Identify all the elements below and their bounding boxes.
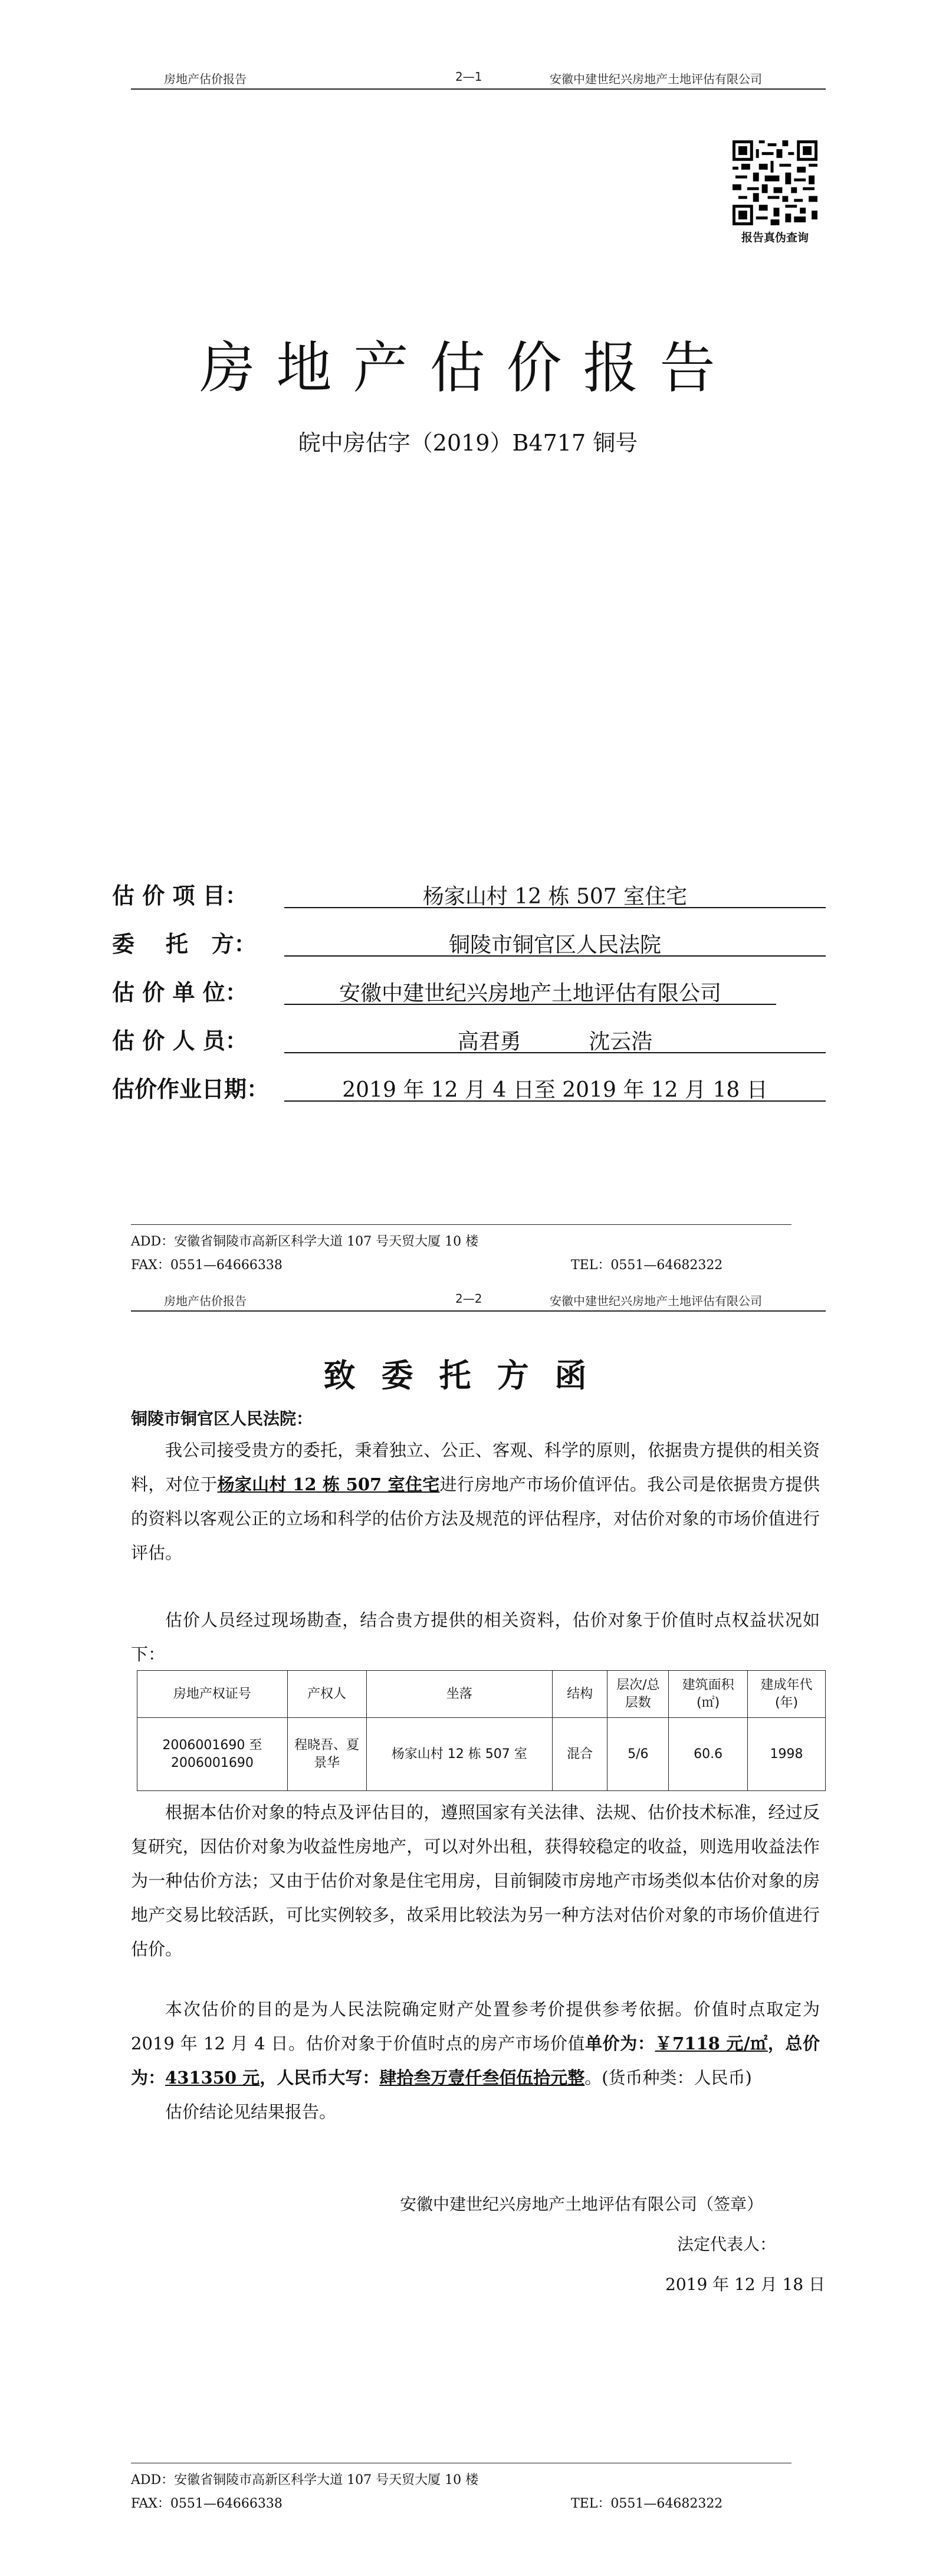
table-header-cell: 层次/总层数 <box>607 1671 669 1718</box>
letter-addressee: 铜陵市铜官区人民法院： <box>131 1409 313 1428</box>
unit-price-label: 单价为： <box>585 2033 655 2053</box>
paragraph-text: 。(货币种类：人民币) <box>584 2068 752 2088</box>
qr-code-icon[interactable] <box>733 140 817 225</box>
total-price-label: ，总价为： <box>131 2033 820 2088</box>
field-value: 2019 年 12 月 4 日至 2019 年 12 月 18 日 <box>342 1078 768 1102</box>
page1-header-right: 安徽中建世纪兴房地产土地评估有限公司 <box>550 72 762 86</box>
page2-footer-tel: TEL：0551—64682322 <box>571 2496 723 2511</box>
field-value: 杨家山村 12 栋 507 室住宅 <box>422 885 688 909</box>
paragraph-3: 根据本估价对象的特点及评估目的，遵照国家有关法律、法规、估价技术标准，经过反复研究，因估价对象为收益性房地产，可以对外出租，获得较稳定的收益，则选用收益法作为一种估价方法；又由于估价对象是住宅用房，目前铜陵市房地产市场类似本估价对象的房地产交易比较活跃，可比实例较多，故采用比较法为另一种方法对估价对象的市场价值进行估价。 <box>131 1802 820 1959</box>
paragraph-text: 我公司接受贵方的委托，秉着独立、公正、客观、科学的原则，依据贵方提供的相关资料，对位于 <box>131 1440 820 1494</box>
field-label: 委 托 方： <box>112 931 257 957</box>
page1-footer-rule <box>131 1224 792 1225</box>
field-project <box>112 878 826 911</box>
page2-footer-fax: FAX：0551—64666338 <box>131 2496 283 2511</box>
paragraph-text: 本次估价的目的是为人民法院确定财产处置参考价提供参考依据。价值时点取定为 2019 年 12 月 4 日。估价对象于价值时点的房产市场价值 <box>131 1999 820 2053</box>
paragraph-4 <box>131 1992 820 2095</box>
page2-footer-address: ADD：安徽省铜陵市高新区科学大道 107 号天贸大厦 10 楼 <box>131 2473 479 2488</box>
total-price-value: 431350 元 <box>165 2068 260 2088</box>
qr-caption: 报告真伪查询 <box>741 231 809 244</box>
table-header-cell: 坐落 <box>366 1671 552 1718</box>
page1-header-number: 2—1 <box>455 70 482 84</box>
unit-price-value: ￥7118 元/㎡ <box>655 2033 768 2053</box>
page2-header-left: 房地产估价报告 <box>164 1294 247 1308</box>
report-title: 房地产估价报告 <box>199 336 737 400</box>
field-appraiser-company <box>112 974 826 1007</box>
company-signature: 安徽中建世纪兴房地产土地评估有限公司（签章） <box>400 2194 764 2214</box>
field-label: 估价作业日期： <box>112 1076 270 1102</box>
page1-footer-tel: TEL：0551—64682322 <box>571 1258 723 1273</box>
table-cell: 60.6 <box>669 1718 748 1791</box>
rmb-label: ，人民币大写： <box>260 2068 380 2088</box>
page2-header-number: 2—2 <box>455 1292 482 1306</box>
field-label: 估 价 人 员： <box>112 1028 248 1054</box>
table-header-cell: 建筑面积(㎡) <box>669 1671 748 1718</box>
field-work-dates <box>112 1071 826 1104</box>
letter-title: 致委托方函 <box>323 1357 613 1394</box>
table-cell: 混合 <box>552 1718 607 1791</box>
table-cell: 2006001690 至 2006001690 <box>137 1718 288 1791</box>
table-header-row <box>137 1671 826 1718</box>
page1-footer-fax: FAX：0551—64666338 <box>131 1258 283 1273</box>
paragraph-5: 估价结论见结果报告。 <box>165 2102 337 2122</box>
page2-header-right: 安徽中建世纪兴房地产土地评估有限公司 <box>550 1294 762 1308</box>
field-client <box>112 926 826 959</box>
page1-header-rule <box>131 88 826 90</box>
legal-representative: 法定代表人： <box>677 2235 777 2254</box>
table-header-cell: 房地产权证号 <box>137 1671 288 1718</box>
paragraph-1 <box>131 1433 820 1570</box>
table-cell: 5/6 <box>607 1718 669 1791</box>
table-header-cell: 产权人 <box>287 1671 366 1718</box>
page2-header-rule <box>131 1310 826 1312</box>
document-number: 皖中房估字（2019）B4717 铜号 <box>298 430 638 456</box>
paragraph-2: 估价人员经过现场勘查，结合贵方提供的相关资料，估价对象于价值时点权益状况如下： <box>131 1610 820 1664</box>
table-cell: 杨家山村 12 栋 507 室 <box>366 1718 552 1791</box>
table-row <box>137 1718 826 1791</box>
field-label: 估 价 项 目： <box>112 883 248 909</box>
field-value: 安徽中建世纪兴房地产土地评估有限公司 <box>339 981 721 1006</box>
table-header-cell: 结构 <box>552 1671 607 1718</box>
page1-header-left: 房地产估价报告 <box>164 72 247 86</box>
property-info-table <box>137 1670 826 1791</box>
field-appraisers <box>112 1023 826 1056</box>
page1-footer-address: ADD：安徽省铜陵市高新区科学大道 107 号天贸大厦 10 楼 <box>131 1234 479 1249</box>
letter-date: 2019 年 12 月 18 日 <box>665 2275 826 2294</box>
table-header-cell: 建成年代(年) <box>748 1671 826 1718</box>
table-cell: 1998 <box>748 1718 826 1791</box>
rmb-value: 肆拾叁万壹仟叁佰伍拾元整 <box>379 2068 585 2088</box>
property-address: 杨家山村 12 栋 507 室住宅 <box>217 1474 440 1494</box>
field-label: 估 价 单 位： <box>112 980 248 1006</box>
paragraph-text: 进行房地产市场价值评估。我公司是依据贵方提供的资料以客观公正的立场和科学的估价方法及规范的评估程序，对估价对象的市场价值进行评估。 <box>131 1474 820 1563</box>
table-cell: 程晓吾、夏景华 <box>287 1718 366 1791</box>
field-value: 高君勇 沈云浩 <box>457 1030 653 1054</box>
field-value: 铜陵市铜官区人民法院 <box>448 933 661 957</box>
